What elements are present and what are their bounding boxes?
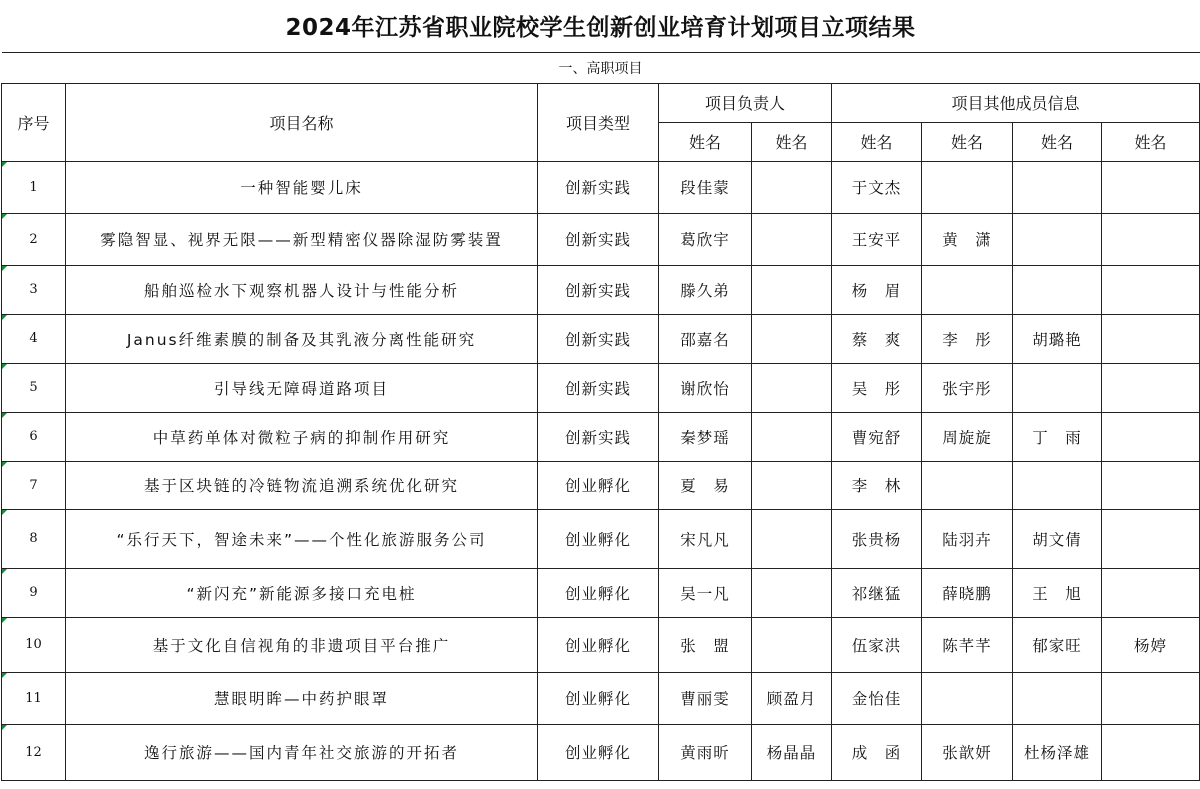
cell-marker-icon [2,315,7,320]
header-project-type: 项目类型 [538,83,659,161]
row-leader-1: 段佳蒙 [659,161,752,213]
row-member-4 [1102,509,1200,568]
row-leader-2 [752,509,832,568]
row-member-2: 黄 潇 [922,213,1013,265]
header-member-name-4: 姓名 [1102,122,1200,161]
header-leader-name-1: 姓名 [659,122,752,161]
row-member-1: 王安平 [832,213,922,265]
row-leader-1: 吴一凡 [659,568,752,617]
cell-marker-icon [2,364,7,369]
row-member-2 [922,265,1013,314]
table-row [2,461,1200,509]
header-members-group: 项目其他成员信息 [832,83,1200,122]
row-member-3 [1013,213,1102,265]
row-member-1: 吴 彤 [832,363,922,412]
row-index: 5 [2,363,66,412]
row-project-type: 创业孵化 [538,617,659,672]
cell-marker-icon [2,266,7,271]
row-member-4 [1102,363,1200,412]
row-member-2: 张宇彤 [922,363,1013,412]
row-project-name: 一种智能婴儿床 [66,161,538,213]
row-member-1: 曹宛舒 [832,412,922,461]
row-project-type: 创新实践 [538,412,659,461]
row-project-name: 船舶巡检水下观察机器人设计与性能分析 [66,265,538,314]
row-project-name: 慧眼明眸—中药护眼罩 [66,672,538,724]
row-member-2: 薛晓鹏 [922,568,1013,617]
row-leader-1: 曹丽雯 [659,672,752,724]
row-project-type: 创新实践 [538,363,659,412]
row-member-3 [1013,265,1102,314]
row-member-1: 杨 眉 [832,265,922,314]
row-index: 4 [2,314,66,363]
row-project-name: 基于区块链的冷链物流追溯系统优化研究 [66,461,538,509]
row-leader-2: 顾盈月 [752,672,832,724]
header-leader-name-2: 姓名 [752,122,832,161]
row-member-3: 胡文倩 [1013,509,1102,568]
row-leader-2 [752,265,832,314]
cell-marker-icon [2,618,7,623]
cell-marker-icon [2,510,7,515]
row-leader-1: 宋凡凡 [659,509,752,568]
row-leader-1: 谢欣怡 [659,363,752,412]
cell-marker-icon [2,413,7,418]
row-project-name: 基于文化自信视角的非遗项目平台推广 [66,617,538,672]
row-leader-2 [752,161,832,213]
row-member-2 [922,672,1013,724]
row-member-3: 郁家旺 [1013,617,1102,672]
table-row [2,617,1200,672]
row-leader-2 [752,461,832,509]
row-project-name: 逸行旅游——国内青年社交旅游的开拓者 [66,724,538,780]
row-member-2 [922,461,1013,509]
table-row [2,363,1200,412]
section-heading: 一、高职项目 [2,52,1200,83]
row-project-name: 中草药单体对微粒子病的抑制作用研究 [66,412,538,461]
cell-marker-icon [2,569,7,574]
row-leader-2 [752,617,832,672]
row-member-2: 周旋旋 [922,412,1013,461]
row-leader-2 [752,213,832,265]
row-member-3: 丁 雨 [1013,412,1102,461]
row-member-4 [1102,568,1200,617]
row-member-4 [1102,724,1200,780]
row-member-4 [1102,314,1200,363]
row-index: 2 [2,213,66,265]
row-member-2: 李 彤 [922,314,1013,363]
row-leader-1: 滕久弟 [659,265,752,314]
table-row [2,724,1200,780]
row-member-1: 张贵杨 [832,509,922,568]
row-index: 11 [2,672,66,724]
row-leader-1: 夏 易 [659,461,752,509]
header-project-name: 项目名称 [66,83,538,161]
row-member-1: 伍家洪 [832,617,922,672]
row-leader-1: 秦梦瑶 [659,412,752,461]
results-table [1,0,1200,781]
row-member-4 [1102,672,1200,724]
row-member-3: 杜杨泽雄 [1013,724,1102,780]
row-member-1: 蔡 爽 [832,314,922,363]
row-project-type: 创业孵化 [538,509,659,568]
row-member-4 [1102,461,1200,509]
row-member-2 [922,161,1013,213]
row-member-4 [1102,161,1200,213]
row-project-type: 创新实践 [538,265,659,314]
table-row [2,161,1200,213]
cell-marker-icon [2,673,7,678]
row-member-4: 杨婷 [1102,617,1200,672]
header-member-name-3: 姓名 [1013,122,1102,161]
row-project-type: 创新实践 [538,161,659,213]
row-project-type: 创业孵化 [538,672,659,724]
header-index: 序号 [2,83,66,161]
row-member-4 [1102,412,1200,461]
row-index: 1 [2,161,66,213]
row-project-type: 创新实践 [538,213,659,265]
row-member-3: 王 旭 [1013,568,1102,617]
row-project-type: 创业孵化 [538,568,659,617]
row-leader-2: 杨晶晶 [752,724,832,780]
row-index: 8 [2,509,66,568]
row-index: 3 [2,265,66,314]
row-leader-1: 葛欣宇 [659,213,752,265]
row-project-name: 引导线无障碍道路项目 [66,363,538,412]
row-leader-1: 张 盟 [659,617,752,672]
row-member-1: 于文杰 [832,161,922,213]
row-index: 12 [2,724,66,780]
row-member-4 [1102,265,1200,314]
header-member-name-2: 姓名 [922,122,1013,161]
row-member-2: 陆羽卉 [922,509,1013,568]
cell-marker-icon [2,462,7,467]
cell-marker-icon [2,214,7,219]
row-project-name: 雾隐智显、视界无限——新型精密仪器除湿防雾装置 [66,213,538,265]
row-project-type: 创业孵化 [538,461,659,509]
row-project-type: 创新实践 [538,314,659,363]
row-member-4 [1102,213,1200,265]
row-index: 7 [2,461,66,509]
table-row [2,265,1200,314]
row-leader-2 [752,314,832,363]
row-member-1: 成 函 [832,724,922,780]
header-member-name-1: 姓名 [832,122,922,161]
row-project-name: “乐行天下，智途未来”——个性化旅游服务公司 [66,509,538,568]
cell-marker-icon [2,725,7,730]
table-row [2,213,1200,265]
row-member-3 [1013,161,1102,213]
row-project-type: 创业孵化 [538,724,659,780]
row-member-2: 张歆妍 [922,724,1013,780]
row-index: 6 [2,412,66,461]
row-member-1: 祁继猛 [832,568,922,617]
row-member-2: 陈芊芊 [922,617,1013,672]
row-leader-1: 黄雨昕 [659,724,752,780]
row-leader-2 [752,412,832,461]
table-row [2,568,1200,617]
table-row [2,672,1200,724]
row-leader-2 [752,363,832,412]
row-member-3 [1013,461,1102,509]
page-title: 2024年江苏省职业院校学生创新创业培育计划项目立项结果 [2,0,1200,52]
row-member-3 [1013,363,1102,412]
header-leader-group: 项目负责人 [659,83,832,122]
row-index: 10 [2,617,66,672]
row-member-1: 金怡佳 [832,672,922,724]
table-row [2,314,1200,363]
row-index: 9 [2,568,66,617]
table-row [2,509,1200,568]
row-member-3 [1013,672,1102,724]
row-member-3: 胡璐艳 [1013,314,1102,363]
row-project-name: “新闪充”新能源多接口充电桩 [66,568,538,617]
cell-marker-icon [2,162,7,167]
row-project-name: Janus纤维素膜的制备及其乳液分离性能研究 [66,314,538,363]
row-leader-1: 邵嘉名 [659,314,752,363]
row-leader-2 [752,568,832,617]
row-member-1: 李 林 [832,461,922,509]
table-row [2,412,1200,461]
